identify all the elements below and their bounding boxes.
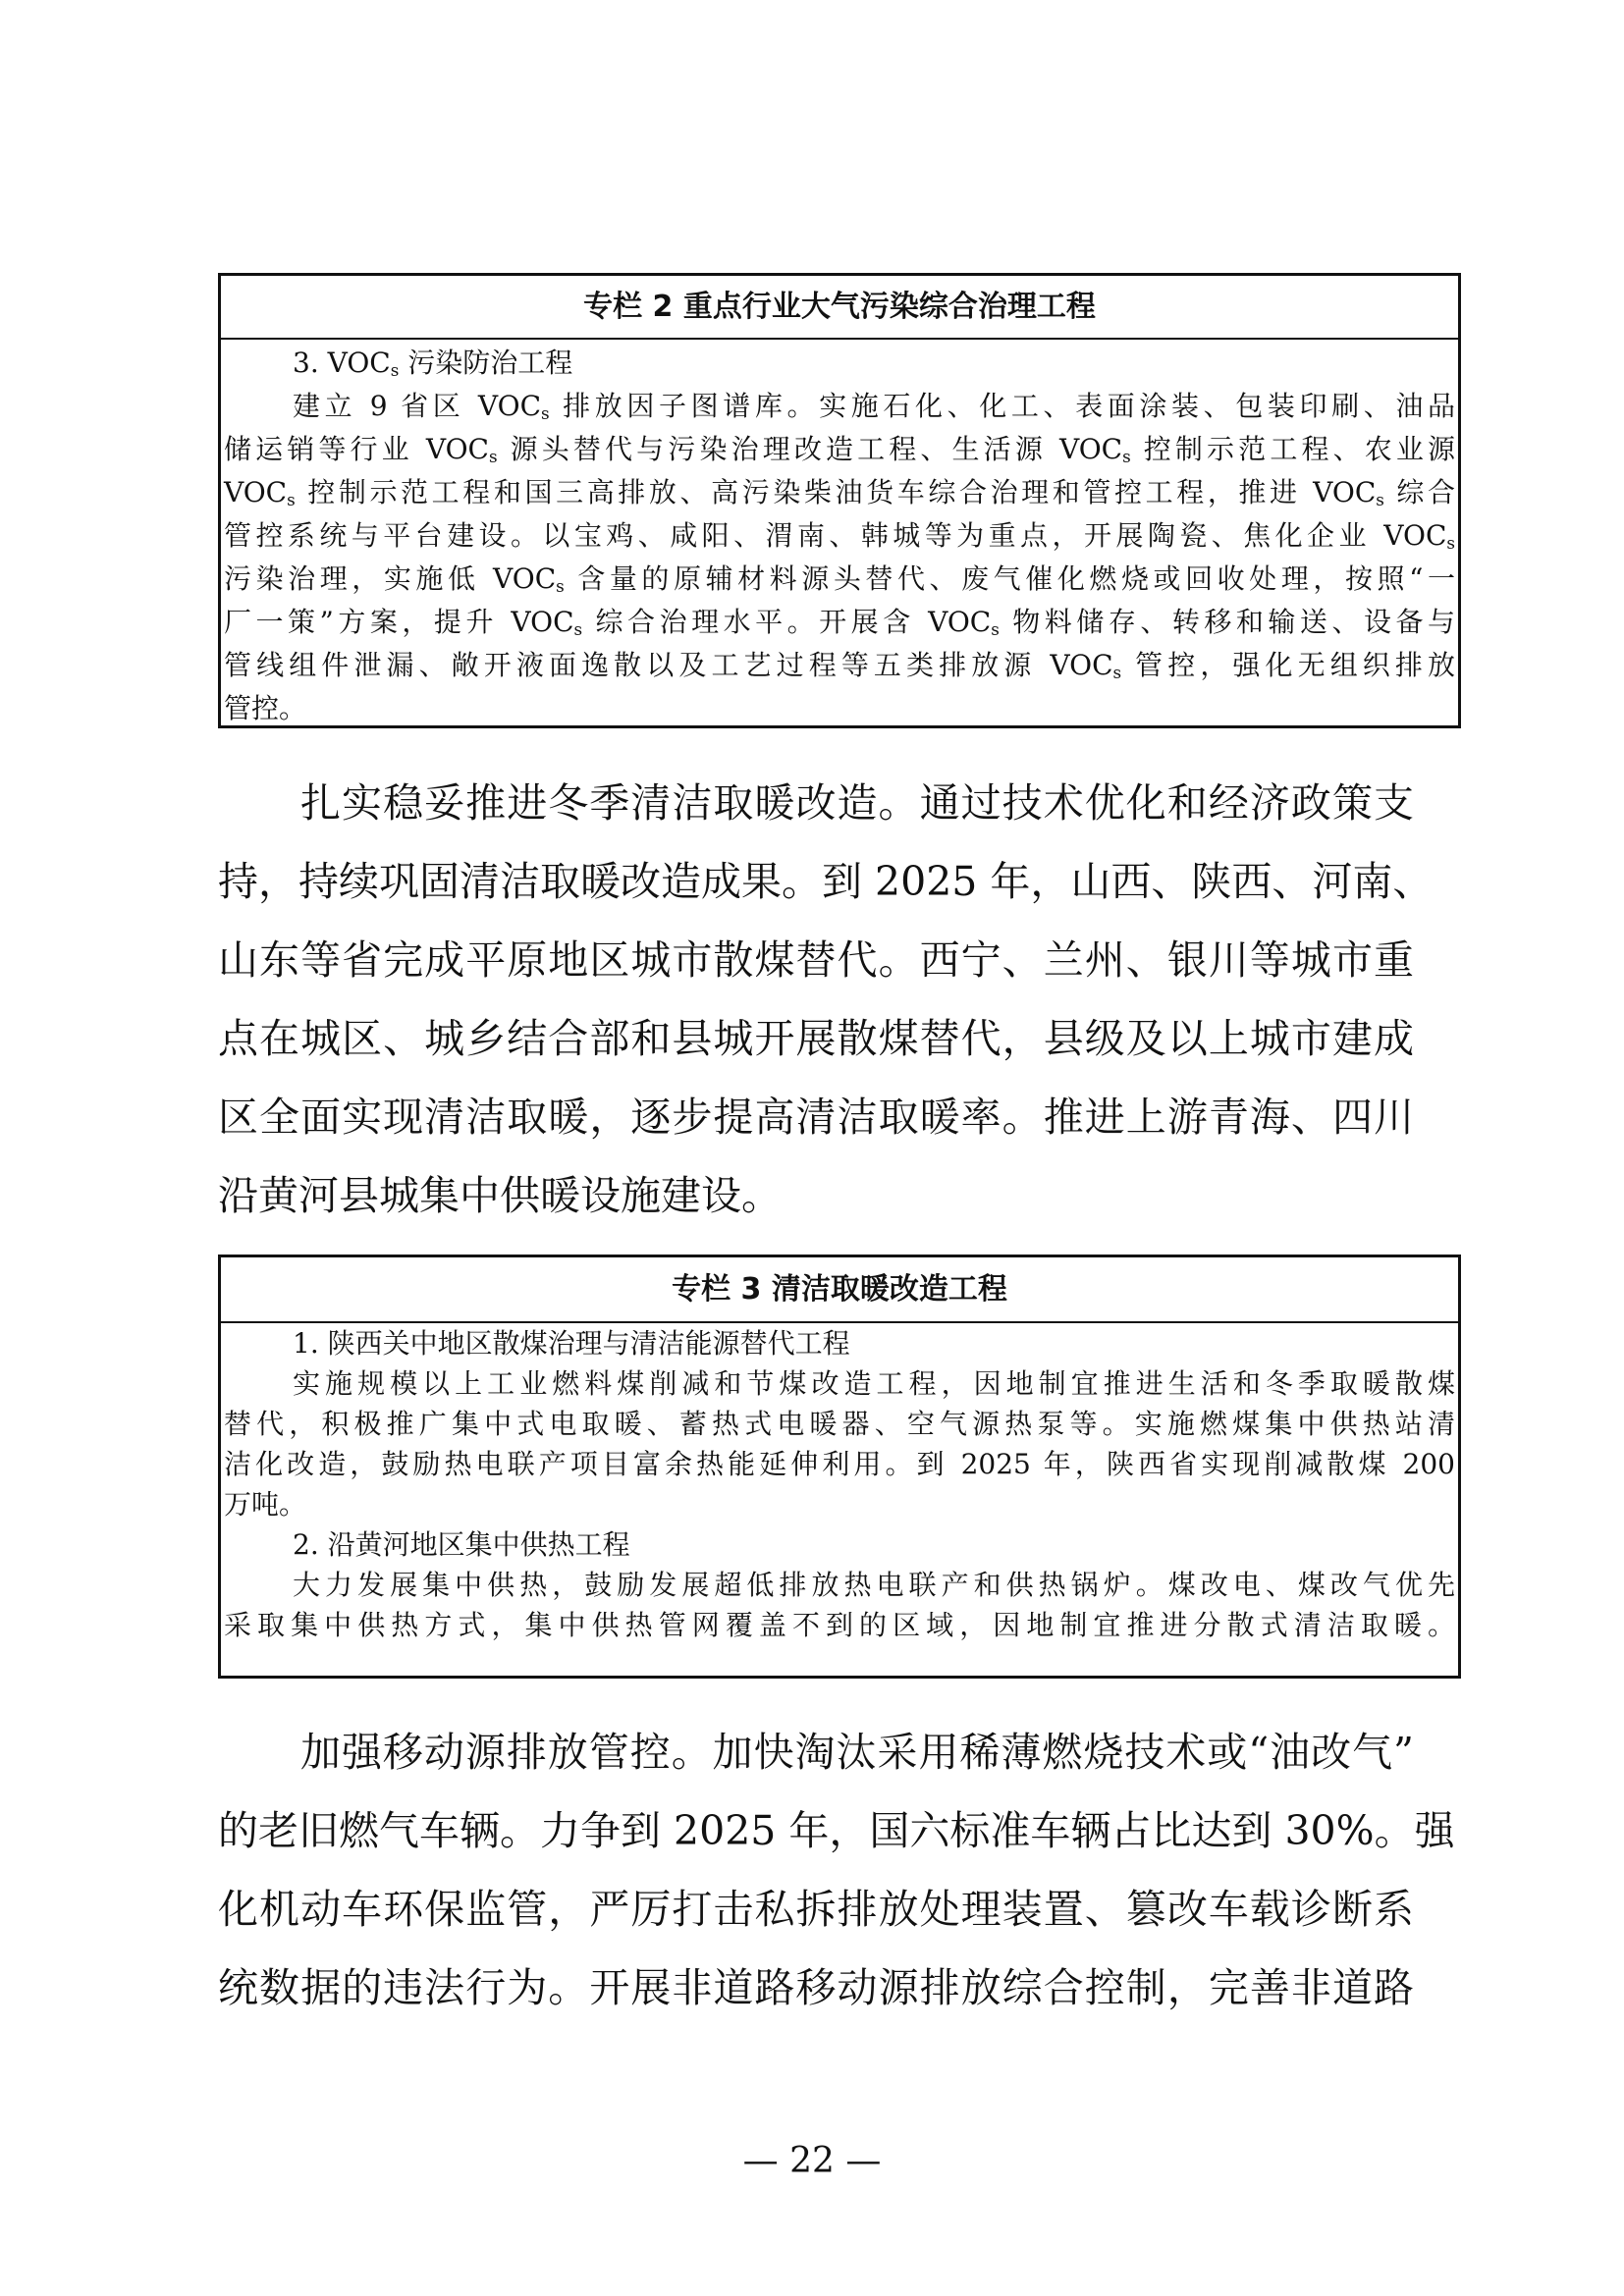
- feature-box-2-body: [221, 340, 1458, 730]
- feature-box-2-line: 建立 9 省区 $VOC_s$ 排放因子图谱库。实施石化、化工、表面涂装、包装印刷、油品: [293, 390, 1455, 424]
- feature-box-2-line: 管控。: [224, 692, 307, 724]
- feature-box-3-title: 专栏 3 清洁取暖改造工程: [221, 1257, 1458, 1323]
- feature-box-3-body: [221, 1323, 1458, 1645]
- paragraph-line: 加强移动源排放管控。加快淘汰采用稀薄燃烧技术或“油改气”: [300, 1729, 1414, 1776]
- feature-box-3-line: 大力发展集中供热，鼓励发展超低排放热电联产和供热锅炉。煤改电、煤改气优先: [293, 1569, 1455, 1601]
- feature-box-3: [218, 1255, 1461, 1679]
- paragraph-line: 点在城区、城乡结合部和县城开展散煤替代，县级及以上城市建成: [218, 1015, 1414, 1062]
- paragraph-line: 统数据的违法行为。开展非道路移动源排放综合控制，完善非道路: [218, 1964, 1414, 2011]
- feature-box-2-line: 污染治理，实施低 $VOC_s$ 含量的原辅材料源头替代、废气催化燃烧或回收处理，按照“一: [224, 562, 1455, 597]
- feature-box-2-line: 厂一策”方案，提升 $VOC_s$ 综合治理水平。开展含 $VOC_s$ 物料储存、转移和输送、设备与: [224, 606, 1455, 640]
- paragraph-line: 扎实稳妥推进冬季清洁取暖改造。通过技术优化和经济政策支: [300, 779, 1414, 827]
- paragraph-line: 山东等省完成平原地区城市散煤替代。西宁、兰州、银川等城市重: [218, 936, 1414, 984]
- paragraph-line: 沿黄河县城集中供暖设施建设。: [218, 1172, 782, 1219]
- page-number: — 22 —: [742, 2141, 882, 2181]
- feature-box-3-line: 采取集中供热方式，集中供热管网覆盖不到的区域，因地制宜推进分散式清洁取暖。: [224, 1609, 1455, 1641]
- feature-box-2-line: 储运销等行业 $VOC_s$ 源头替代与污染治理改造工程、生活源 $VOC_s$ 控制示范工程、农业源: [224, 433, 1455, 467]
- feature-box-3-heading-2: 2. 沿黄河地区集中供热工程: [293, 1528, 630, 1561]
- feature-box-3-line: 替代，积极推广集中式电取暖、蓄热式电暖器、空气源热泵等。实施燃煤集中供热站清: [224, 1408, 1455, 1440]
- paragraph-line: 持，持续巩固清洁取暖改造成果。到 2025 年，山西、陕西、河南、: [218, 858, 1434, 905]
- feature-box-2-title: 专栏 2 重点行业大气污染综合治理工程: [221, 276, 1458, 340]
- feature-box-3-line: 洁化改造，鼓励热电联产项目富余热能延伸利用。到 2025 年，陕西省实现削减散煤 200: [224, 1448, 1455, 1480]
- feature-box-3-line: 万吨。: [224, 1488, 307, 1521]
- body-paragraph-heating: [218, 764, 1434, 1235]
- body-paragraph-mobile-sources: [218, 1713, 1455, 2027]
- feature-box-3-heading-1: 1. 陕西关中地区散煤治理与清洁能源替代工程: [293, 1327, 850, 1360]
- paragraph-line: 化机动车环保监管，严厉打击私拆排放处理装置、篡改车载诊断系: [218, 1886, 1414, 1933]
- feature-box-2-heading: 3. $VOC_s$ 污染防治工程: [293, 347, 573, 381]
- feature-box-2-line: 管线组件泄漏、敞开液面逸散以及工艺过程等五类排放源 $VOC_s$ 管控，强化无组织排放: [224, 649, 1456, 683]
- feature-box-2-line: $VOC_s$ 控制示范工程和国三高排放、高污染柴油货车综合治理和管控工程，推进 $VOC_s$ 综合: [224, 476, 1455, 510]
- feature-box-2: [218, 273, 1461, 728]
- feature-box-3-line: 实施规模以上工业燃料煤削减和节煤改造工程，因地制宜推进生活和冬季取暖散煤: [293, 1367, 1455, 1400]
- paragraph-line: 的老旧燃气车辆。力争到 2025 年，国六标准车辆占比达到 30%。强: [218, 1807, 1455, 1854]
- paragraph-line: 区全面实现清洁取暖，逐步提高清洁取暖率。推进上游青海、四川: [218, 1094, 1414, 1141]
- feature-box-2-line: 管控系统与平台建设。以宝鸡、咸阳、渭南、韩城等为重点，开展陶瓷、焦化企业 $VOC_s$: [224, 519, 1455, 554]
